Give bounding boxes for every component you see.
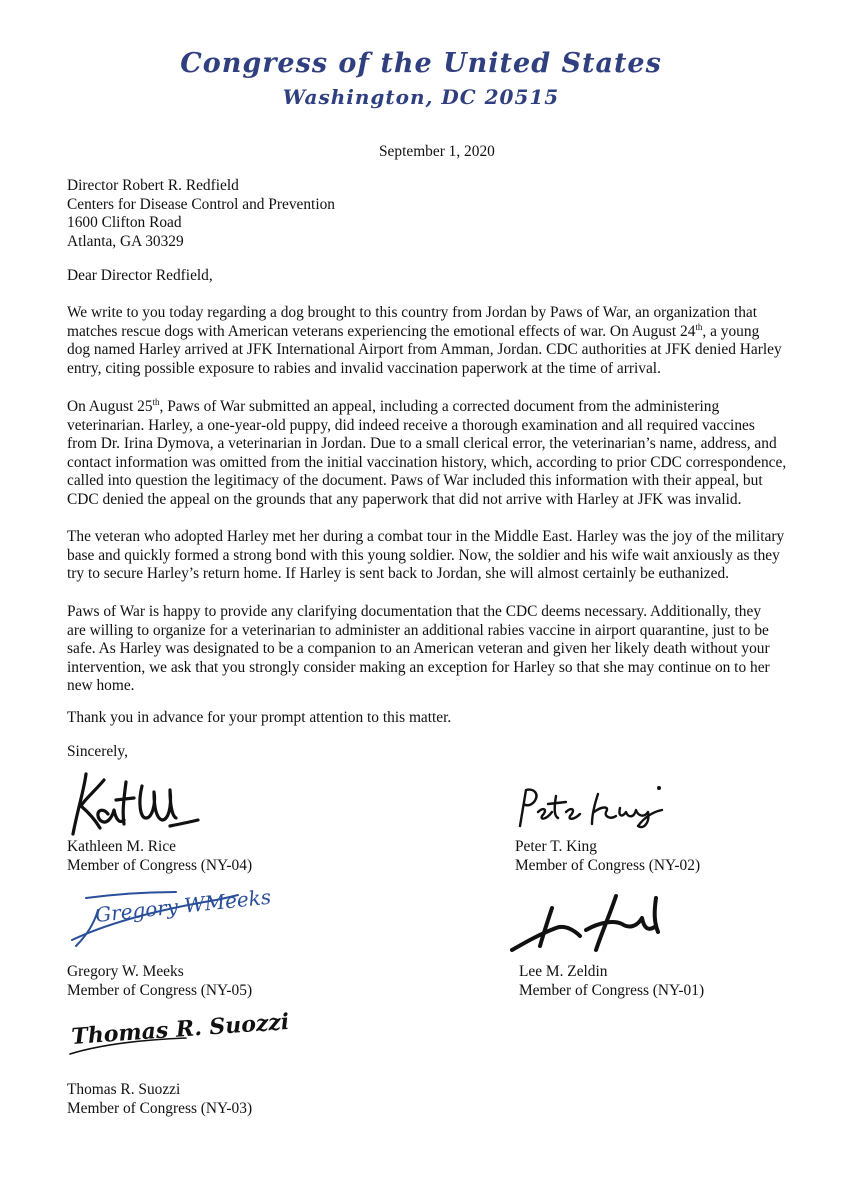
salutation: Dear Director Redfield, bbox=[67, 267, 213, 284]
text-run: , Paws of War submitted an appeal, including a corrected document from the administering bbox=[159, 398, 720, 415]
paragraph-5: Thank you in advance for your prompt attention to this matter. bbox=[67, 709, 452, 726]
paragraph-line: contact information was omitted from the initial vaccination history, which, according to prior CDC correspondence, bbox=[67, 453, 787, 471]
paragraph-line: are willing to organize for a veterinarian to administer an additional rabies vaccine in airport quarantine, just to be bbox=[67, 621, 769, 639]
paragraph-line: The veteran who adopted Harley met her during a combat tour in the Middle East. Harley was the joy of the military bbox=[67, 528, 785, 545]
paragraph-2 bbox=[67, 398, 787, 510]
signer-title: Member of Congress (NY-03) bbox=[67, 1100, 253, 1117]
signer-title: Member of Congress (NY-05) bbox=[67, 982, 253, 999]
paragraph-line: new home. bbox=[67, 677, 135, 695]
paragraph-line: We write to you today regarding a dog brought to this country from Jordan by Paws of War, an organization that bbox=[67, 304, 758, 321]
paragraph-line: try to secure Harley’s return home. If Harley is sent back to Jordan, she will almost certainly be euthanized. bbox=[67, 565, 730, 583]
signer-name: Gregory W. Meeks bbox=[67, 963, 184, 980]
text-run: , a young bbox=[702, 322, 760, 340]
signer-title: Member of Congress (NY-04) bbox=[67, 857, 253, 874]
recipient-name: Director Robert R. Redfield bbox=[67, 177, 239, 194]
letter-date: September 1, 2020 bbox=[379, 143, 495, 160]
signer-name: Kathleen M. Rice bbox=[67, 838, 176, 855]
paragraph-1 bbox=[67, 304, 787, 378]
text-run: On August 25 bbox=[67, 398, 153, 415]
paragraph-line bbox=[67, 323, 787, 342]
recipient-org: Centers for Disease Control and Prevention bbox=[67, 195, 335, 213]
paragraph-3 bbox=[67, 528, 787, 584]
paragraph-line: dog named Harley arrived at JFK International Airport from Amman, Jordan. CDC authorities at JFK denied Harley bbox=[67, 341, 782, 359]
paragraph-line: veterinarian. Harley, a one-year-old puppy, did indeed receive a thorough examination and all required vaccines bbox=[67, 416, 755, 434]
paragraph-line: safe. As Harley was designated to be a companion to an American veteran and given her likely death without your bbox=[67, 640, 770, 658]
text-run: matches rescue dogs with American veterans experiencing the emotional effects of war. On August 24 bbox=[67, 322, 696, 340]
signature-meeks bbox=[66, 880, 273, 950]
paragraph-line: Paws of War is happy to provide any clarifying documentation that the CDC deems necessary. Additionally, they bbox=[67, 603, 762, 620]
signature-rice bbox=[64, 768, 204, 840]
signer-title: Member of Congress (NY-02) bbox=[515, 857, 701, 874]
signer-name: Peter T. King bbox=[515, 838, 597, 855]
paragraph-line: CDC denied the appeal on the grounds that any paperwork that did not arrive with Harley at JFK was invalid. bbox=[67, 490, 742, 508]
signature-zeldin bbox=[510, 888, 670, 958]
signature-suozzi-script: Thomas R. Suozzi bbox=[70, 1008, 291, 1050]
recipient-street: 1600 Clifton Road bbox=[67, 214, 182, 232]
paragraph-line: entry, citing possible exposure to rabies and invalid vaccination paperwork at the time of arrival. bbox=[67, 359, 661, 377]
signer-king bbox=[515, 837, 700, 875]
paragraph-line bbox=[67, 398, 787, 417]
signer-title: Member of Congress (NY-01) bbox=[519, 982, 705, 999]
superscript: th bbox=[695, 321, 703, 332]
paragraph-line: base and quickly formed a strong bond with this young soldier. Now, the soldier and his wife wait anxiously as they bbox=[67, 546, 780, 564]
signer-suozzi bbox=[67, 1080, 252, 1118]
signer-meeks bbox=[67, 962, 252, 1000]
signer-name: Thomas R. Suozzi bbox=[67, 1081, 181, 1098]
signer-rice bbox=[67, 837, 252, 875]
signature-king bbox=[512, 782, 672, 838]
recipient-address bbox=[67, 177, 335, 251]
recipient-city: Atlanta, GA 30329 bbox=[67, 232, 184, 250]
paragraph-line: intervention, we ask that you strongly consider making an exception for Harley so that she may continue on to her bbox=[67, 658, 770, 676]
superscript: th bbox=[152, 396, 160, 407]
letterhead-title: Congress of the United States bbox=[180, 48, 662, 79]
closing: Sincerely, bbox=[67, 743, 128, 760]
signature-suozzi bbox=[66, 1008, 291, 1064]
signer-zeldin bbox=[519, 962, 704, 1000]
signature-dot bbox=[657, 786, 661, 790]
paragraph-4 bbox=[67, 603, 787, 696]
signer-name: Lee M. Zeldin bbox=[519, 963, 608, 980]
paragraph-line: from Dr. Irina Dymova, a veterinarian in Jordan. Due to a small clerical error, the veterinarian’s name, address, and bbox=[67, 435, 777, 453]
signature-meeks-script: Gregory WMeeks bbox=[94, 884, 273, 927]
paragraph-line: called into question the legitimacy of the document. Paws of War included this information with their appeal, but bbox=[67, 472, 763, 490]
letterhead-city: Washington, DC 20515 bbox=[282, 85, 560, 109]
